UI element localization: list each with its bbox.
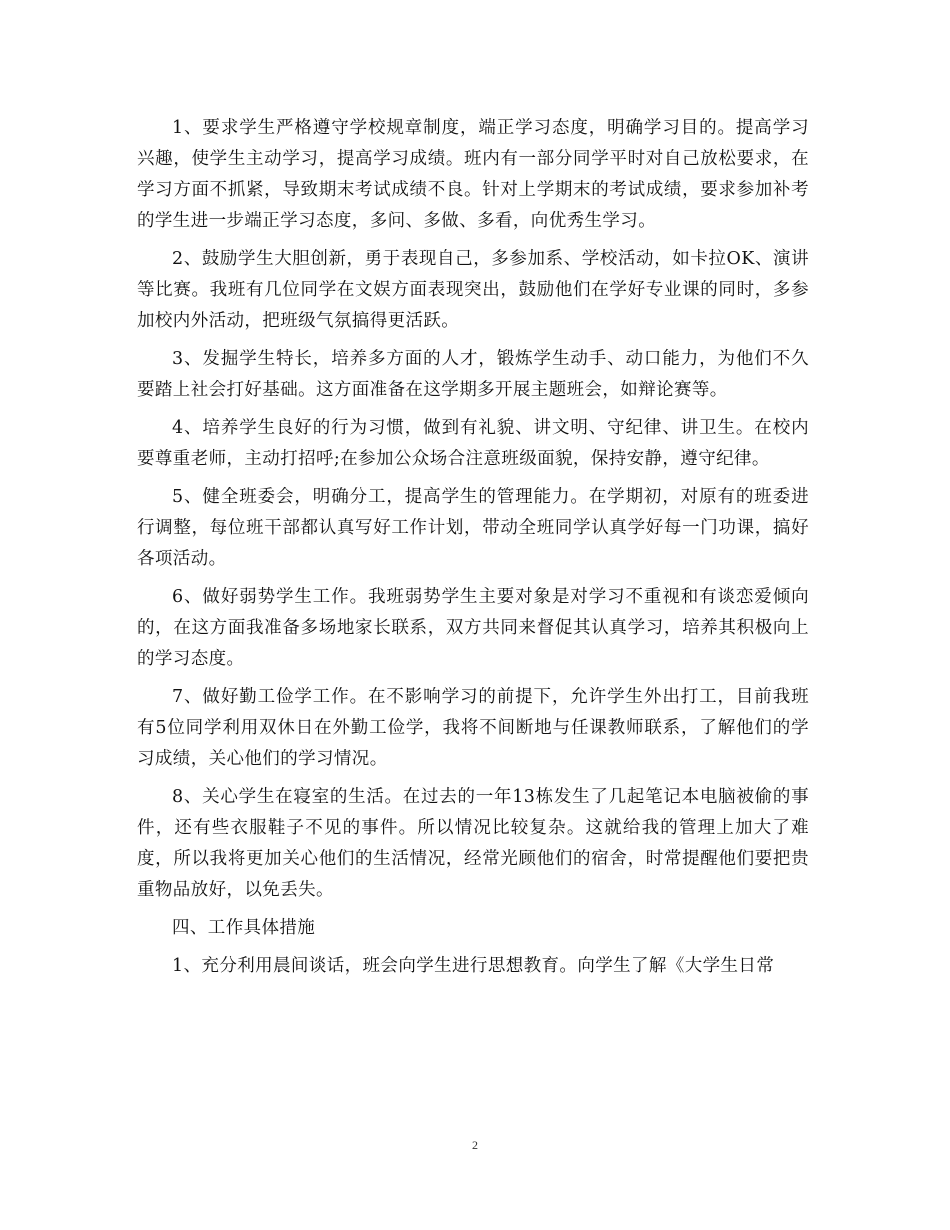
paragraph-6: 6、做好弱势学生工作。我班弱势学生主要对象是对学习不重视和有谈恋爱倾向的，在这方面我准备多场地家长联系，双方共同来督促其认真学习，培养其积极向上的学习态度。 [137,587,809,669]
document-body [137,113,809,989]
section-heading: 四、工作具体措施 [172,918,316,938]
paragraph-3: 3、发掘学生特长，培养多方面的人才，锻炼学生动手、动口能力，为他们不久要踏上社会打好基础。这方面准备在这学期多开展主题班会，如辩论赛等。 [137,349,809,400]
paragraph-1: 1、要求学生严格遵守学校规章制度，端正学习态度，明确学习目的。提高学习兴趣，使学生主动学习，提高学习成绩。班内有一部分同学平时对自己放松要求，在学习方面不抓紧，导致期末考试成绩不良。针对上学期末的考试成绩，要求参加补考的学生进一步端正学习态度，多问、多做、多看，向优秀生学习。 [137,118,809,231]
paragraph-measure-1: 1、充分利用晨间谈话，班会向学生进行思想教育。向学生了解《大学生日常 [172,956,775,976]
page-number: 2 [472,1138,478,1152]
paragraph-5: 5、健全班委会，明确分工，提高学生的管理能力。在学期初，对原有的班委进行调整，每位班干部都认真写好工作计划，带动全班同学认真学好每一门功课，搞好各项活动。 [137,487,809,569]
paragraph-7: 7、做好勤工俭学工作。在不影响学习的前提下，允许学生外出打工，目前我班有5位同学利用双休日在外勤工俭学，我将不间断地与任课教师联系，了解他们的学习成绩，关心他们的学习情况。 [137,687,809,769]
paragraph-8: 8、关心学生在寝室的生活。在过去的一年13栋发生了几起笔记本电脑被偷的事件，还有些衣服鞋子不见的事件。所以情况比较复杂。这就给我的管理上加大了难度，所以我将更加关心他们的生活情况，经常光顾他们的宿舍，时常提醒他们要把贵重物品放好，以免丢失。 [137,787,809,900]
paragraph-4: 4、培养学生良好的行为习惯，做到有礼貌、讲文明、守纪律、讲卫生。在校内要尊重老师，主动打招呼;在参加公众场合注意班级面貌，保持安静，遵守纪律。 [137,418,809,469]
paragraph-2: 2、鼓励学生大胆创新，勇于表现自己，多参加系、学校活动，如卡拉OK、演讲等比赛。我班有几位同学在文娱方面表现突出，鼓励他们在学好专业课的同时，多参加校内外活动，把班级气氛搞得更活跃。 [137,249,809,331]
